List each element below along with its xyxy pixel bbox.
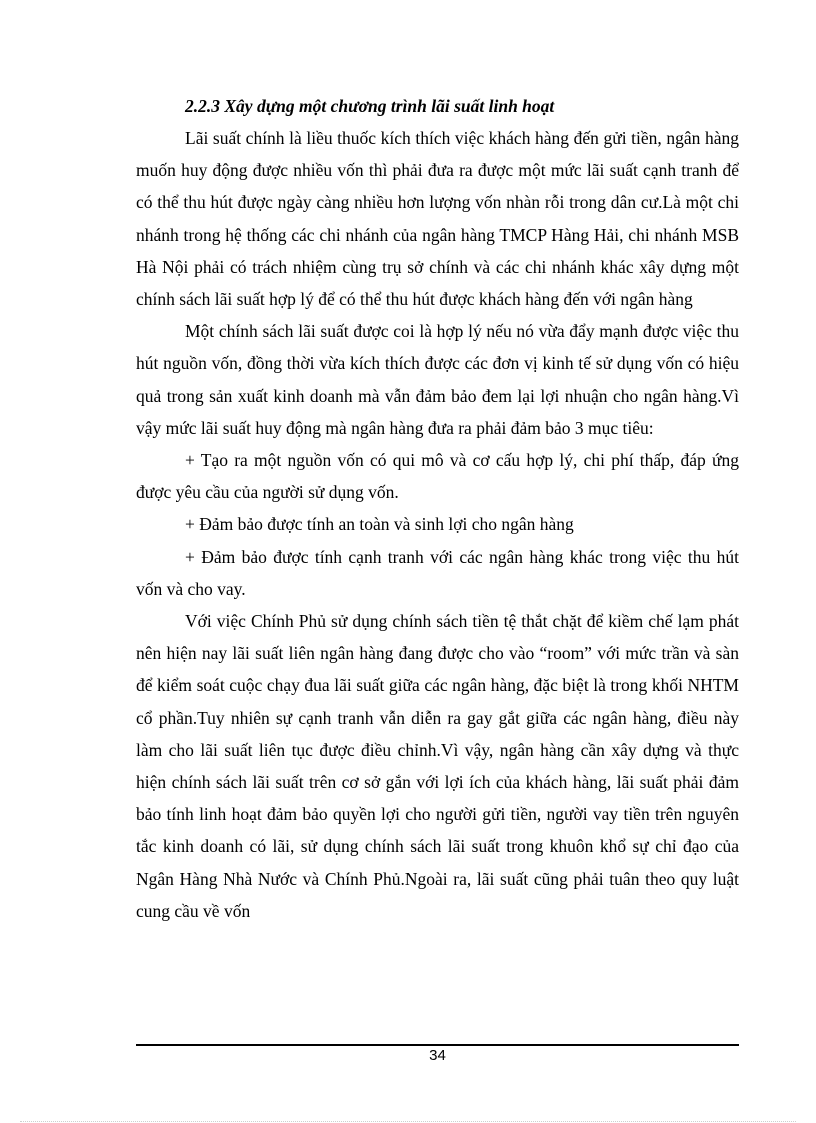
paragraph-reasonable-policy: Một chính sách lãi suất được coi là hợp lý nếu nó vừa đẩy mạnh được việc thu hút nguồn vốn, đồng thời vừa kích thích được các đơn vị kinh tế sử dụng vốn có hiệu quả trong sản xuất kinh doanh mà vẫn đảm bảo đem lại lợi nhuận cho ngân hàng.Vì vậy mức lãi suất huy động mà ngân hàng đưa ra phải đảm bảo 3 mục tiêu: <box>136 321 739 438</box>
paragraph-government-policy: Với việc Chính Phủ sử dụng chính sách tiền tệ thắt chặt để kiềm chế lạm phát nên hiện nay lãi suất liên ngân hàng đang được cho vào “room” với mức trần và sàn để kiểm soát cuộc chạy đua lãi suất giữa các ngân hàng, đặc biệt là trong khối NHTM cổ phần.Tuy nhiên sự cạnh tranh vẫn diễn ra gay gắt giữa các ngân hàng, điều này làm cho lãi suất liên tục được điều chỉnh.Vì vậy, ngân hàng cần xây dựng và thực hiện chính sách lãi suất trên cơ sở gắn với lợi ích của khách hàng, lãi suất phải đảm bảo tính linh hoạt đảm bảo quyền lợi cho người gửi tiền, người vay tiền trên nguyên tắc kinh doanh có lãi, sử dụng chính sách lãi suất trong khuôn khổ sự chỉ đạo của Ngân Hàng Nhà Nước và Chính Phủ.Ngoài ra, lãi suất cũng phải tuân theo quy luật cung cầu về vốn <box>136 611 739 921</box>
page-body <box>136 90 739 927</box>
page-edge-divider <box>20 1121 796 1122</box>
bullet-competitiveness: + Đảm bảo được tính cạnh tranh với các ngân hàng khác trong việc thu hút vốn và cho vay. <box>136 546 739 599</box>
page-number: 34 <box>429 1047 446 1064</box>
bullet-safety-profit: + Đảm bảo được tính an toàn và sinh lợi cho ngân hàng <box>185 514 574 535</box>
bullet-capital-source: + Tạo ra một nguồn vốn có qui mô và cơ cấu hợp lý, chi phí thấp, đáp ứng được yêu cầu của người sử dụng vốn. <box>136 450 739 503</box>
paragraph-interest-incentive: Lãi suất chính là liều thuốc kích thích việc khách hàng đến gửi tiền, ngân hàng muốn huy động được nhiều vốn thì phải đưa ra được một mức lãi suất cạnh tranh để có thể thu hút được ngày càng nhiều hơn lượng vốn nhàn rỗi trong dân cư.Là một chi nhánh trong hệ thống các chi nhánh của ngân hàng TMCP Hàng Hải, chi nhánh MSB Hà Nội phải có trách nhiệm cùng trụ sở chính và các chi nhánh khác xây dựng một chính sách lãi suất hợp lý để có thể thu hút được khách hàng đến với ngân hàng <box>136 128 739 310</box>
section-heading: 2.2.3 Xây dựng một chương trình lãi suất linh hoạt <box>185 96 555 116</box>
